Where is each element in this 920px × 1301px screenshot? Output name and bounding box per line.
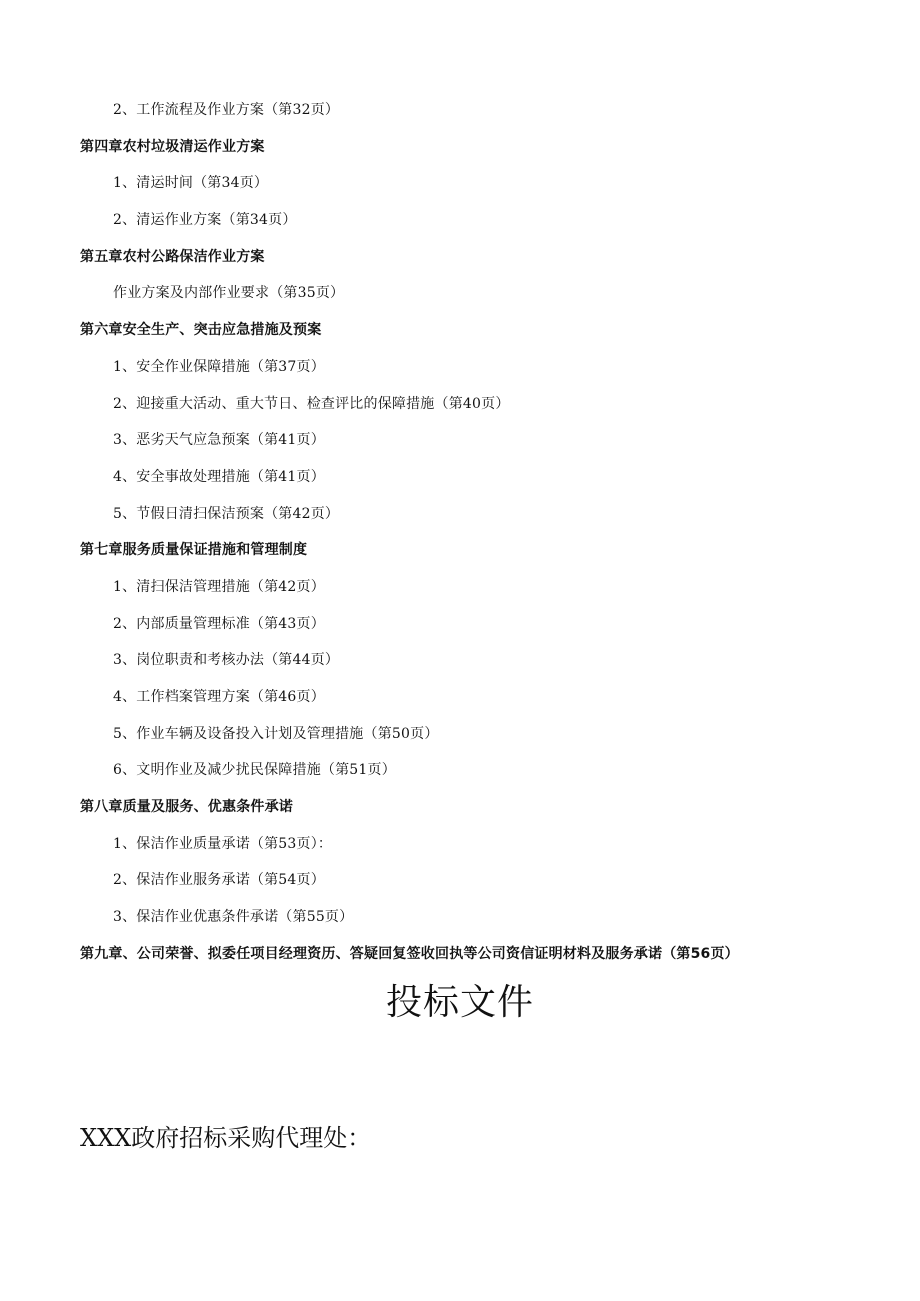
toc-item: 2、保洁作业服务承诺（第54页） <box>113 872 325 889</box>
toc-chapter-heading: 第七章服务质量保证措施和管理制度 <box>80 542 308 559</box>
toc-chapter-heading: 第四章农村垃圾清运作业方案 <box>80 138 265 155</box>
toc-item: 3、恶劣天气应急预案（第41页） <box>113 432 325 449</box>
toc-item: 2、内部质量管理标准（第43页） <box>113 615 325 632</box>
toc-item: 作业方案及内部作业要求（第35页） <box>113 285 345 302</box>
toc-item: 4、安全事故处理措施（第41页） <box>113 468 325 485</box>
toc-item: 6、文明作业及减少扰民保障措施（第51页） <box>113 762 396 779</box>
toc-item: 5、作业车辆及设备投入计划及管理措施（第50页） <box>113 725 439 742</box>
toc-item: 5、节假日清扫保洁预案（第42页） <box>113 505 340 522</box>
addressee-line: XXX政府招标采购代理处： <box>80 1124 372 1152</box>
document-title: 投标文件 <box>385 982 534 1023</box>
toc-item: 4、工作档案管理方案（第46页） <box>113 689 325 705</box>
toc-item: 1、安全作业保障措施（第37页） <box>113 358 325 375</box>
toc-item: 3、岗位职责和考核办法（第44页） <box>113 652 340 669</box>
toc-item: 2、工作流程及作业方案（第32页） <box>113 102 340 118</box>
toc-item: 2、迎接重大活动、重大节日、检查评比的保障措施（第40页） <box>113 395 510 412</box>
toc-chapter-heading: 第九章、公司荣誉、拟委任项目经理资历、答疑回复签收回执等公司资信证明材料及服务承诺（第56页） <box>80 945 739 962</box>
toc-item: 1、清运时间（第34页） <box>113 175 269 192</box>
toc-item: 2、清运作业方案（第34页） <box>113 212 297 229</box>
toc-item: 1、保洁作业质量承诺（第53页）： <box>113 835 333 852</box>
toc-chapter-heading: 第五章农村公路保洁作业方案 <box>80 248 265 265</box>
toc-chapter-heading: 第六章安全生产、突击应急措施及预案 <box>80 322 322 339</box>
toc-item: 3、保洁作业优惠条件承诺（第55页） <box>113 909 354 926</box>
toc-chapter-heading: 第八章质量及服务、优惠条件承诺 <box>80 799 293 816</box>
toc-item: 1、清扫保洁管理措施（第42页） <box>113 578 325 595</box>
table-of-contents <box>0 92 920 973</box>
